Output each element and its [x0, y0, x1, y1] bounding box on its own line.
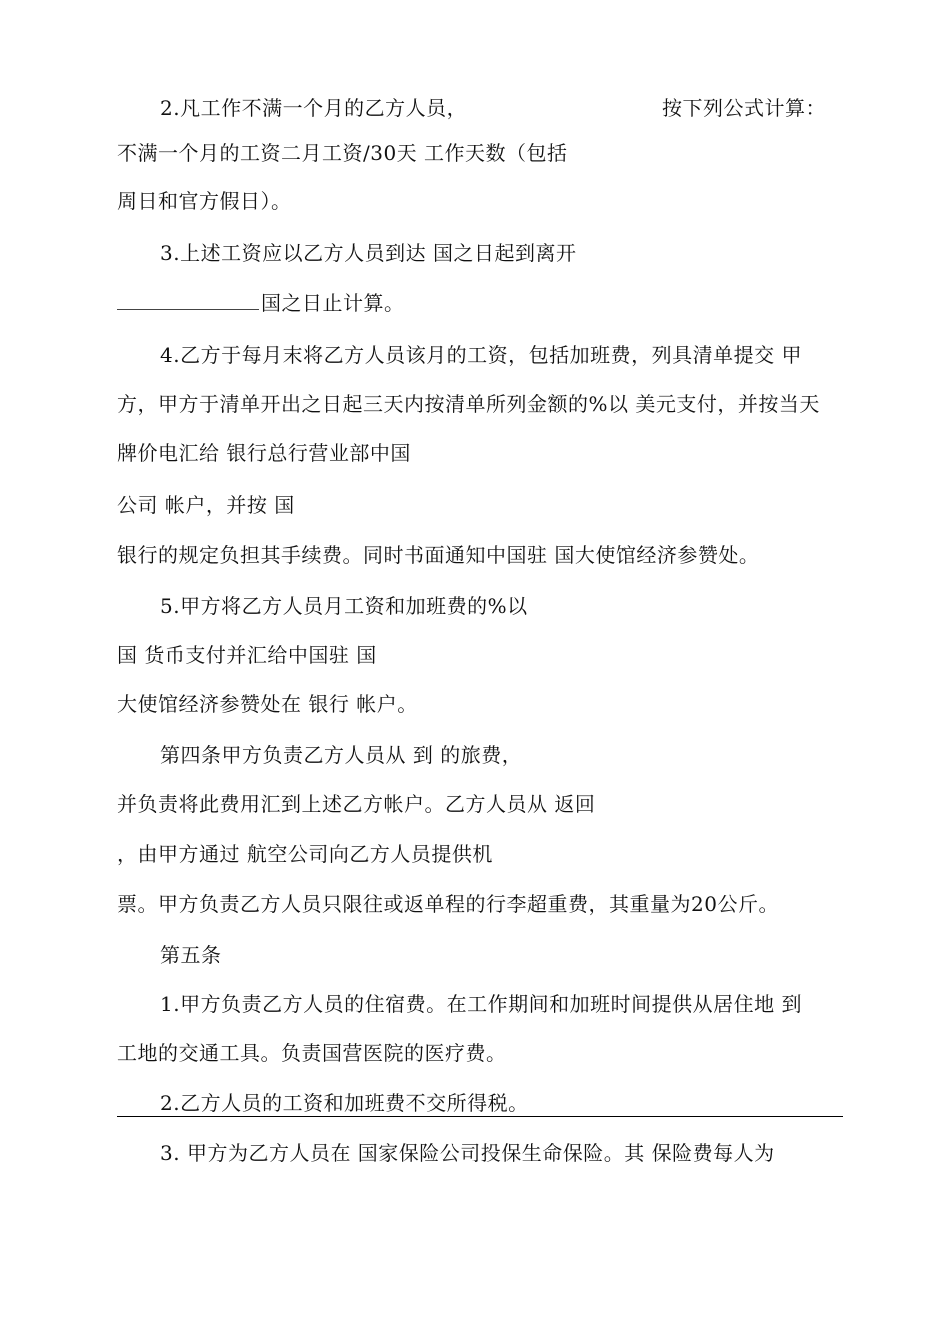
para-5-line-1: 5.甲方将乙方人员月工资和加班费的%以: [160, 594, 528, 618]
para-4-line-3: 牌价电汇给 银行总行营业部中国: [117, 441, 411, 465]
article-4-line-1: 第四条甲方负责乙方人员从 到 的旅费，: [160, 743, 523, 767]
para-5-line-3: 大使馆经济参赞处在 银行 帐户。: [117, 692, 418, 716]
para-4-line-4: 公司 帐户，并按 国: [117, 493, 295, 517]
para-3-line-2-text: 国之日止计算。: [261, 291, 405, 315]
article-5-item-2: 2.乙方人员的工资和加班费不交所得税。: [160, 1091, 529, 1115]
article-5-item-1-line-2: 工地的交通工具。负责国营医院的医疗费。: [117, 1041, 507, 1065]
para-2-line-1: 2.凡工作不满一个月的乙方人员，: [160, 96, 468, 120]
para-5-line-2: 国 货币支付并汇给中国驻 国: [117, 643, 377, 667]
para-4-line-2: 方，甲方于清单开出之日起三天内按清单所列金额的%以 美元支付，并按当天: [117, 392, 820, 416]
article-4-line-2: 并负责将此费用汇到上述乙方帐户。乙方人员从 返回: [117, 792, 596, 816]
para-3-line-2: [117, 289, 405, 317]
article-4-line-3: ，由甲方通过 航空公司向乙方人员提供机: [117, 842, 493, 866]
para-2-line-1-right: 按下列公式计算：: [662, 96, 826, 120]
para-4-line-5: 银行的规定负担其手续费。同时书面通知中国驻 国大使馆经济参赞处。: [117, 543, 760, 567]
para-4-line-1: 4.乙方于每月末将乙方人员该月的工资，包括加班费，列具清单提交 甲: [160, 343, 802, 367]
article-5-heading: 第五条: [160, 943, 222, 967]
horizontal-rule: [117, 1116, 843, 1117]
fill-blank: [117, 289, 259, 310]
article-5-item-1-line-1: 1.甲方负责乙方人员的住宿费。在工作期间和加班时间提供从居住地 到: [160, 992, 802, 1016]
para-2-line-3: 周日和官方假日）。: [117, 189, 292, 213]
article-4-line-4: 票。甲方负责乙方人员只限往或返单程的行李超重费，其重量为20公斤。: [117, 892, 779, 916]
para-3-line-1: 3.上述工资应以乙方人员到达 国之日起到离开: [160, 241, 577, 265]
para-2-line-2: 不满一个月的工资二月工资/30天 工作天数（包括: [117, 141, 568, 165]
article-5-item-3: 3. 甲方为乙方人员在 国家保险公司投保生命保险。其 保险费每人为: [160, 1141, 775, 1165]
